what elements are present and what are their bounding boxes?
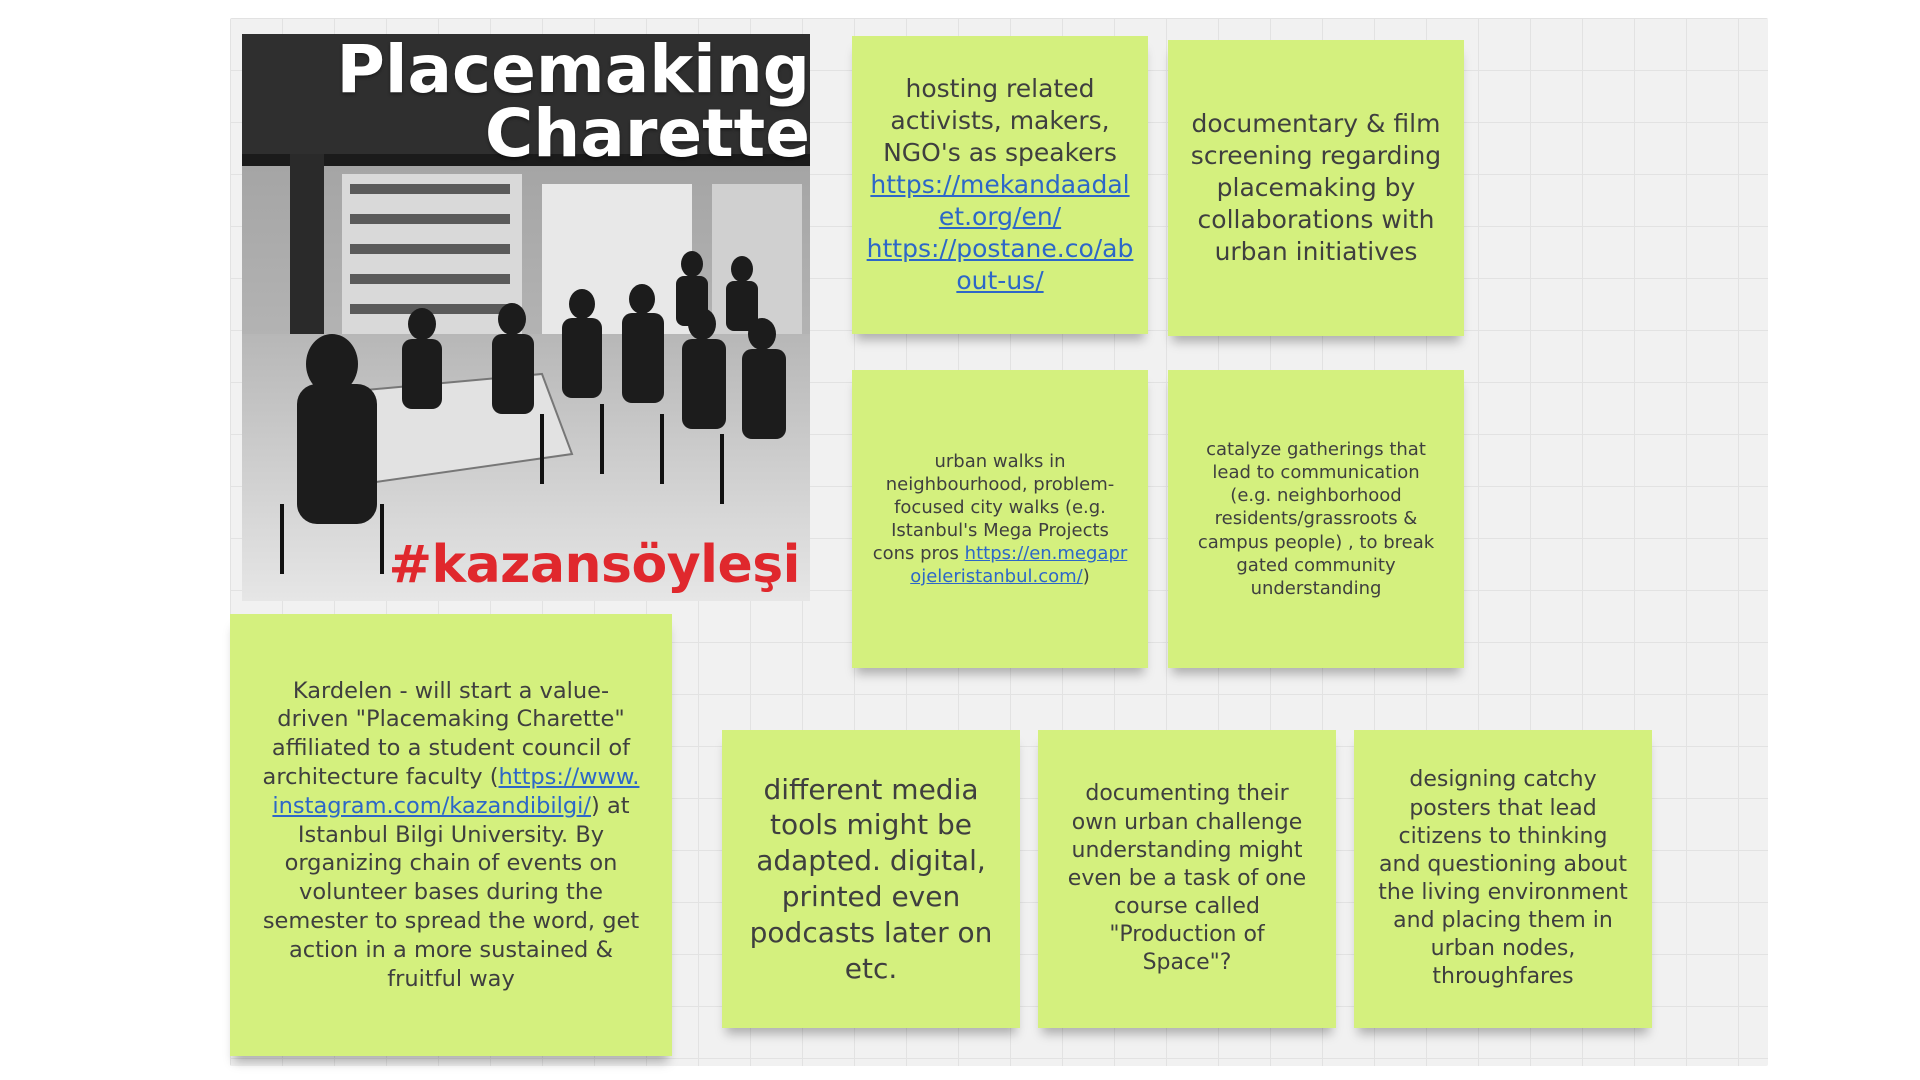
- note-documenting-text: documenting their own urban challenge understanding might even be a task of one course called "Production of Space"?: [1067, 781, 1307, 976]
- photo-title-line1: Placemaking: [336, 34, 810, 108]
- postane-link[interactable]: https://postane.co/about-us/: [866, 234, 1134, 295]
- note-walks-suffix: ): [1082, 566, 1090, 588]
- placemaking-photo-card[interactable]: [242, 34, 810, 601]
- sticky-note-speakers[interactable]: [852, 36, 1148, 334]
- note-documentary-text: documentary & film screening regarding placemaking by collaborations with urban initiatives: [1190, 109, 1442, 266]
- sticky-note-gatherings[interactable]: [1168, 370, 1464, 668]
- photo-title: [242, 34, 810, 173]
- megaprojeler-link[interactable]: https://en.megaprojeleristanbul.com/: [910, 543, 1128, 588]
- sticky-note-posters[interactable]: [1354, 730, 1652, 1028]
- photo-title-line2: Charette: [484, 95, 810, 173]
- note-walks-text: urban walks in neighbourhood, problem-focused city walks (e.g. Istanbul's Mega Projects cons pros: [872, 450, 1115, 565]
- note-media-text: different media tools might be adapted. digital, printed even podcasts later on etc.: [749, 772, 993, 985]
- sticky-note-media-tools[interactable]: [722, 730, 1020, 1028]
- kazandibilgi-instagram-link[interactable]: https://www.instagram.com/kazandibilgi/: [272, 764, 640, 819]
- sticky-note-documentary[interactable]: [1168, 40, 1464, 336]
- photo-hashtag: #kazansöyleşi: [388, 535, 800, 595]
- note-kardelen-text-after: ) at Istanbul Bilgi University. By organizing chain of events on volunteer bases during the semester to spread the word, get action in a more sustained & fruitful way: [262, 792, 640, 992]
- sticky-note-documenting[interactable]: [1038, 730, 1336, 1028]
- note-gatherings-text: catalyze gatherings that lead to communication (e.g. neighborhood residents/grassroots & campus people) , to break gated community understanding: [1197, 439, 1435, 599]
- sticky-note-urban-walks[interactable]: [852, 370, 1148, 668]
- note-kardelen-text-before: Kardelen - will start a value-driven "Placemaking Charette" affiliated to a student council of architecture faculty (: [262, 677, 631, 790]
- mekandaadalet-link[interactable]: https://mekandaadalet.org/en/: [870, 170, 1130, 231]
- note-speakers-text: hosting related activists, makers, NGO's as speakers: [883, 74, 1117, 167]
- sticky-note-kardelen[interactable]: [230, 614, 672, 1056]
- note-posters-text: designing catchy posters that lead citizens to thinking and questioning about the living environment and placing them in urban nodes, throughfares: [1378, 767, 1628, 990]
